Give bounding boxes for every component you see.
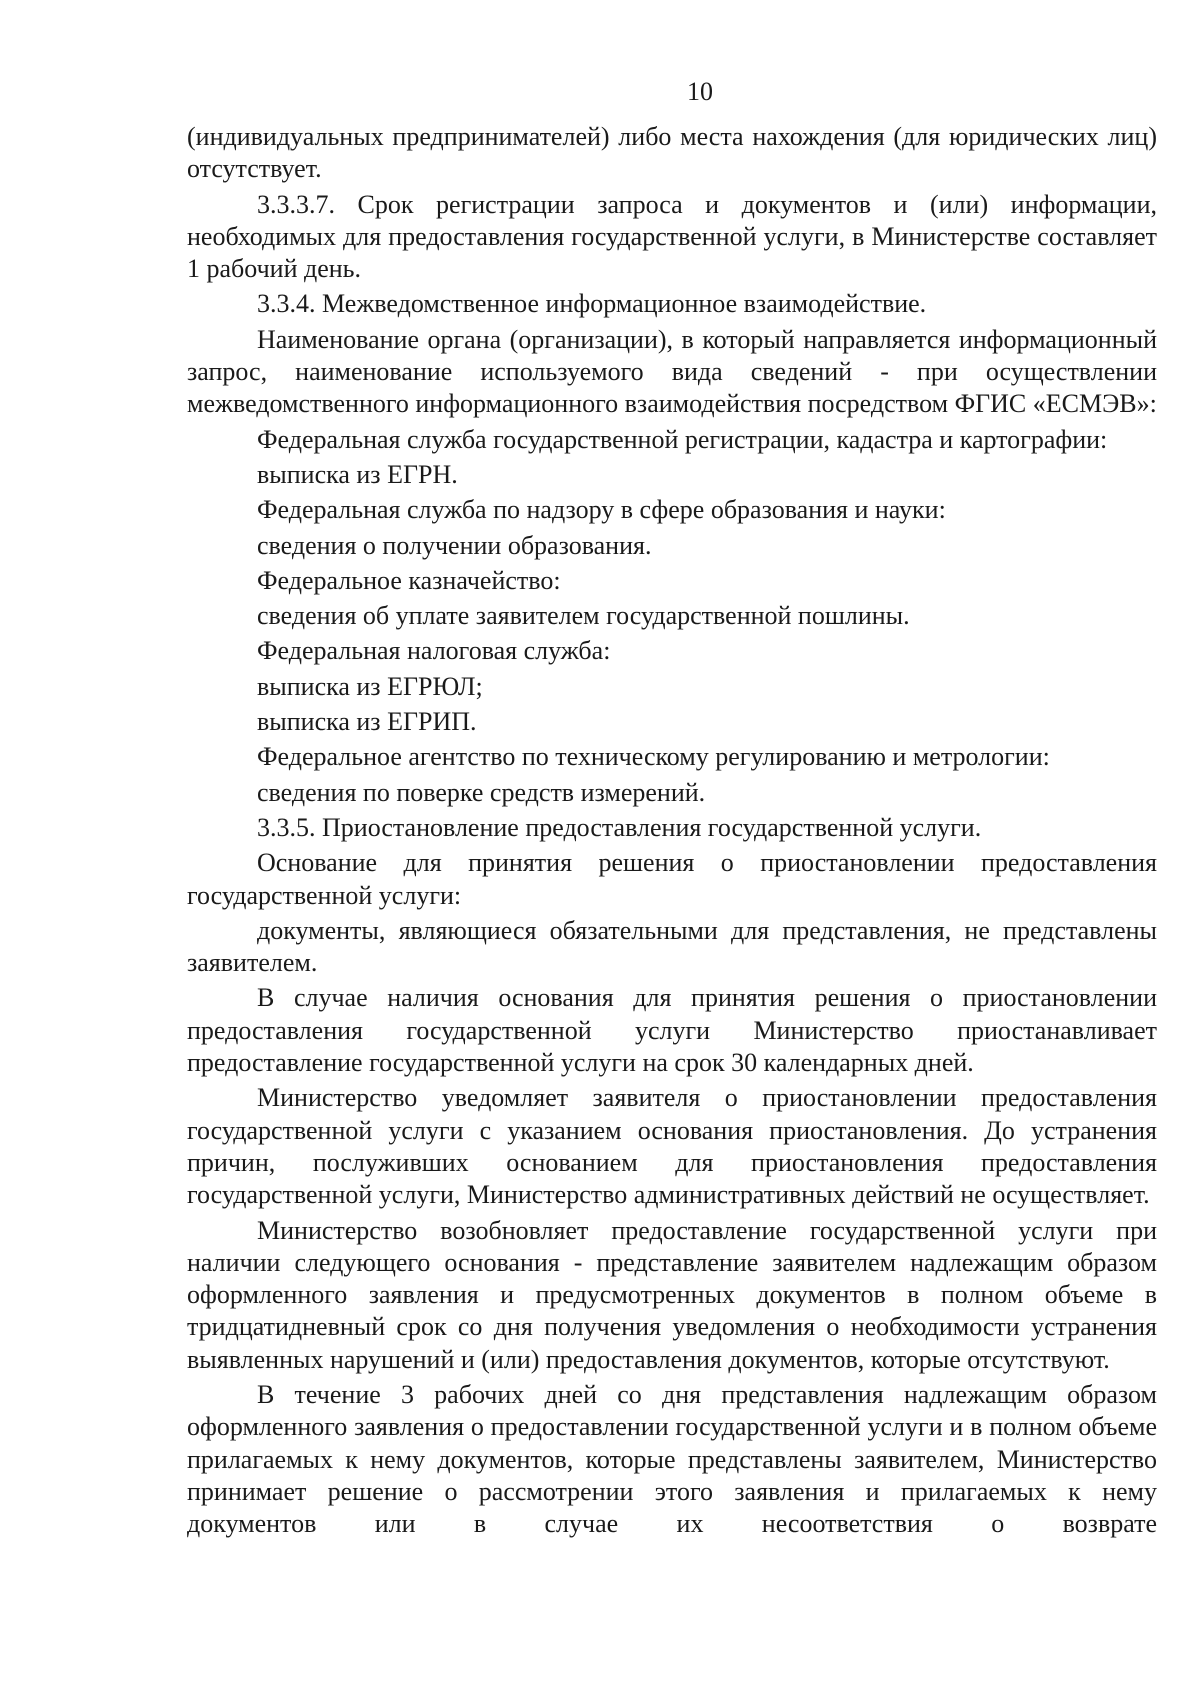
paragraph: Федеральная служба государственной регистрации, кадастра и картографии: bbox=[257, 424, 1108, 454]
paragraph: сведения об уплате заявителем государственной пошлины. bbox=[257, 601, 910, 631]
paragraph: документы, являющиеся обязательными для представления, не представлены заявителем. bbox=[187, 915, 1157, 978]
paragraph: (индивидуальных предпринимателей) либо места нахождения (для юридических лиц) отсутствует. bbox=[187, 122, 1157, 184]
paragraph: выписка из ЕГРИП. bbox=[257, 707, 477, 737]
paragraph: Наименование органа (организации), в который направляется информационный запрос, наименование используемого вида сведений - при осуществлении межведомственного информационного взаимодействия посредством ФГИС «ЕСМЭВ»: bbox=[187, 324, 1157, 419]
paragraph: сведения по поверке средств измерений. bbox=[257, 777, 706, 807]
paragraph: Федеральное агентство по техническому регулированию и метрологии: bbox=[257, 742, 1050, 772]
paragraph: 3.3.4. Межведомственное информационное взаимодействие. bbox=[257, 289, 927, 319]
paragraph: Федеральное казначейство: bbox=[257, 565, 561, 595]
document-body bbox=[187, 121, 1157, 1540]
paragraph: Федеральная налоговая служба: bbox=[257, 636, 611, 666]
paragraph: сведения о получении образования. bbox=[257, 530, 652, 560]
paragraph: В течение 3 рабочих дней со дня представления надлежащим образом оформленного заявления о предоставлении государственной услуги и в полном объеме прилагаемых к нему документов, которые представлены заявителем, Министерство принимает решение о рассмотрении этого заявления и прилагаемых к нему документов или в случае их несоответствия о возврате bbox=[187, 1379, 1157, 1539]
paragraph: выписка из ЕГРЮЛ; bbox=[257, 671, 483, 701]
paragraph: выписка из ЕГРН. bbox=[257, 459, 458, 489]
paragraph: Министерство возобновляет предоставление государственной услуги при наличии следующего основания - представление заявителем надлежащим образом оформленного заявления и предусмотренных документов в полном объеме в тридцатидневный срок со дня получения уведомления о необходимости устранения выявленных нарушений и (или) предоставления документов, которые отсутствуют. bbox=[187, 1215, 1157, 1374]
paragraph: Министерство уведомляет заявителя о приостановлении предоставления государственной услуги с указанием основания приостановления. До устранения причин, послуживших основанием для приостановления предоставления государственной услуги, Министерство административных действий не осуществляет. bbox=[187, 1083, 1157, 1210]
paragraph: Федеральная служба по надзору в сфере образования и науки: bbox=[257, 495, 946, 525]
paragraph: 3.3.3.7. Срок регистрации запроса и документов и (или) информации, необходимых для предоставления государственной услуги, в Министерстве составляет 1 рабочий день. bbox=[187, 189, 1157, 284]
page-number: 10 bbox=[687, 77, 713, 106]
paragraph: В случае наличия основания для принятия решения о приостановлении предоставления государственной услуги Министерство приостанавливает предоставление государственной услуги на срок 30 календарных дней. bbox=[187, 983, 1157, 1078]
paragraph: Основание для принятия решения о приостановлении предоставления государственной услуги: bbox=[187, 848, 1157, 910]
paragraph: 3.3.5. Приостановление предоставления государственной услуги. bbox=[257, 812, 982, 842]
